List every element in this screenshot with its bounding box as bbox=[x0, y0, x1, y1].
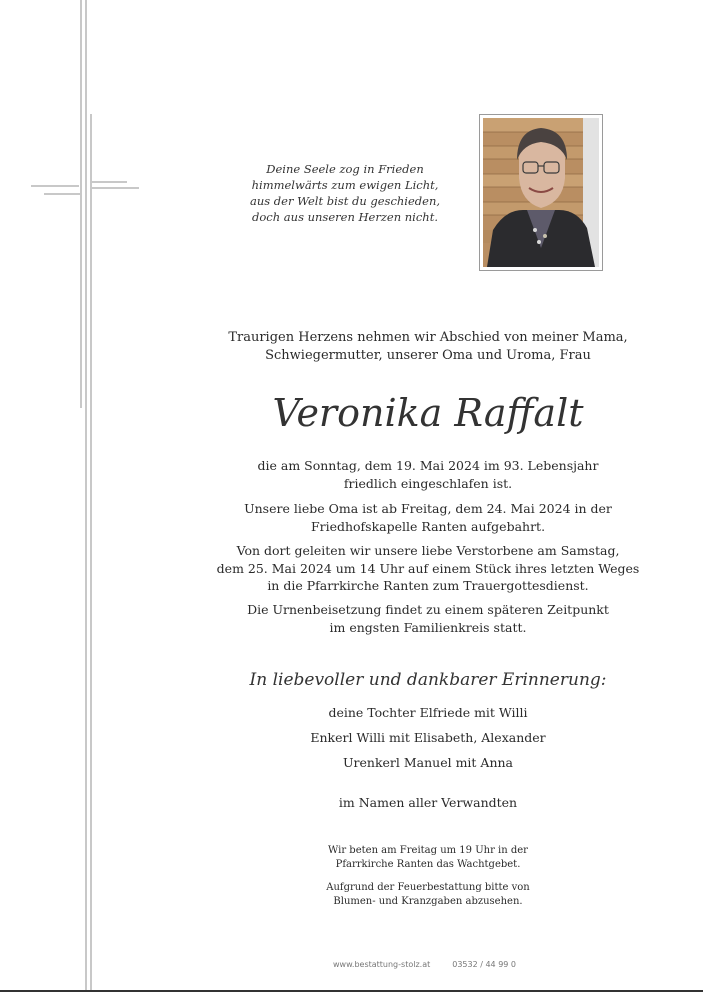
portrait-photo bbox=[479, 114, 603, 271]
memory-heading: In liebevoller und dankbarer Erinnerung: bbox=[249, 670, 607, 690]
quote-line: Deine Seele zog in Frieden bbox=[266, 162, 424, 176]
death-paragraph bbox=[190, 457, 666, 492]
paragraph-line: die am Sonntag, dem 19. Mai 2024 im 93. Lebensjahr bbox=[257, 458, 599, 473]
deceased-name: Veronika Raffalt bbox=[272, 391, 584, 435]
paragraph-line: dem 25. Mai 2024 um 14 Uhr auf einem Stück ihres letzten Weges bbox=[216, 560, 640, 576]
mourner-item: Urenkerl Manuel mit Anna bbox=[342, 755, 514, 770]
note-line: Aufgrund der Feuerbestattung bitte von bbox=[326, 882, 530, 893]
note-line: Wir beten am Freitag um 19 Uhr in der bbox=[328, 845, 528, 856]
viewing-paragraph bbox=[190, 500, 666, 535]
portrait-image bbox=[483, 118, 599, 267]
quote-line: doch aus unseren Herzen nicht. bbox=[252, 210, 438, 224]
intro-line: Traurigen Herzens nehmen wir Abschied von meiner Mama, bbox=[228, 330, 628, 345]
prayer-note bbox=[190, 844, 666, 872]
cross-line bbox=[85, 0, 87, 990]
footer-website: www.bestattung-stolz.at bbox=[333, 960, 431, 969]
note-line: Pfarrkirche Ranten das Wachtgebet. bbox=[335, 859, 521, 870]
cross-line bbox=[31, 185, 79, 187]
burial-paragraph bbox=[190, 601, 666, 636]
cross-line bbox=[92, 181, 127, 183]
note-line: Blumen- und Kranzgaben abzusehen. bbox=[333, 896, 523, 907]
paragraph-line: Unsere liebe Oma ist ab Freitag, dem 24. Mai 2024 in der bbox=[244, 501, 612, 516]
mourner-item: Enkerl Willi mit Elisabeth, Alexander bbox=[310, 730, 546, 745]
cross-line bbox=[92, 187, 139, 189]
paragraph-line: Von dort geleiten wir unsere liebe Verstorbene am Samstag, bbox=[236, 543, 620, 558]
intro-line: Schwiegermutter, unserer Oma und Uroma, Frau bbox=[265, 348, 591, 363]
bottom-divider bbox=[0, 990, 703, 992]
quote-line: aus der Welt bist du geschieden, bbox=[249, 194, 441, 208]
footer bbox=[333, 960, 538, 969]
paragraph-line: friedlich eingeschlafen ist. bbox=[343, 475, 513, 491]
quote-line: himmelwärts zum ewigen Licht, bbox=[251, 178, 439, 192]
service-paragraph bbox=[190, 542, 666, 595]
mourner-item: im Namen aller Verwandten bbox=[338, 795, 518, 810]
cross-line bbox=[80, 0, 82, 408]
paragraph-line: Friedhofskapelle Ranten aufgebahrt. bbox=[310, 518, 546, 534]
memorial-quote bbox=[230, 161, 460, 225]
paragraph-line: Die Urnenbeisetzung findet zu einem späteren Zeitpunkt bbox=[247, 602, 609, 617]
flowers-note bbox=[190, 881, 666, 909]
mourner-item: deine Tochter Elfriede mit Willi bbox=[328, 705, 528, 720]
cross-line bbox=[44, 193, 80, 195]
footer-phone: 03532 / 44 99 0 bbox=[452, 960, 516, 969]
cross-line bbox=[90, 114, 92, 990]
paragraph-line: im engsten Familienkreis statt. bbox=[329, 619, 527, 635]
intro-text bbox=[190, 329, 666, 365]
paragraph-line: in die Pfarrkirche Ranten zum Trauergottesdienst. bbox=[267, 578, 589, 593]
